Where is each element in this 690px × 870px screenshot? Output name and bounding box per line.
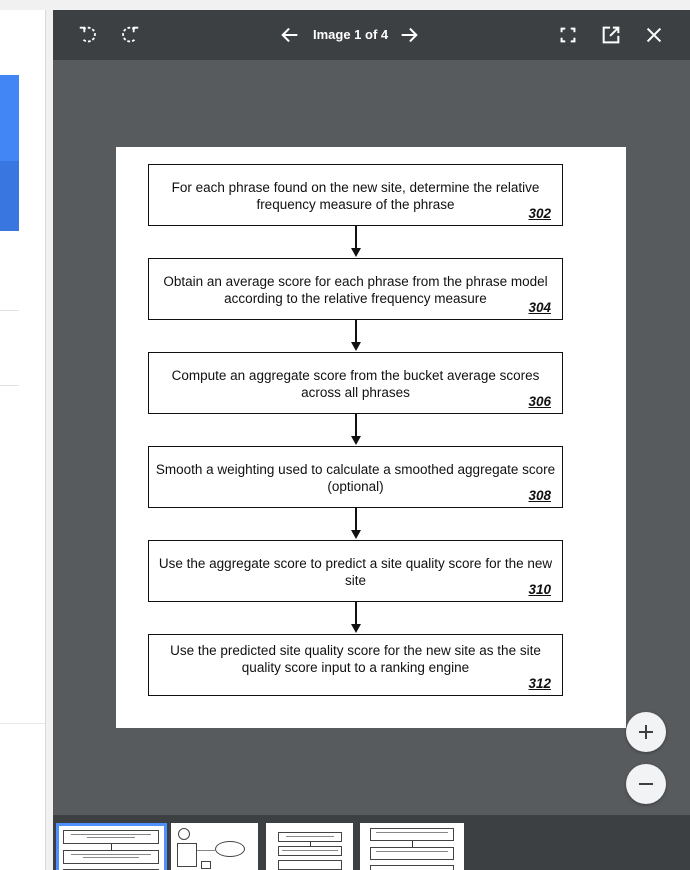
flow-arrowhead	[351, 624, 361, 633]
flow-step-text: Use the aggregate score to predict a site quality score for the new site	[158, 556, 553, 588]
thumb-shape	[71, 854, 151, 855]
background-highlight	[0, 75, 19, 161]
thumb-shape	[178, 828, 190, 840]
flow-step-text: Obtain an average score for each phrase from the phrase model according to the relative frequency measure	[163, 274, 548, 306]
flow-arrowhead	[351, 530, 361, 539]
background-highlight-active	[0, 161, 19, 231]
thumb-shape	[286, 836, 334, 837]
next-image-button[interactable]	[397, 23, 421, 47]
thumb-shape	[282, 850, 338, 851]
arrow-right-icon	[398, 24, 420, 46]
flow-step-ref: 310	[528, 582, 551, 597]
flow-arrow	[355, 508, 357, 530]
thumb-shape	[197, 850, 215, 851]
thumb-shape	[370, 828, 454, 841]
thumb-shape	[201, 861, 211, 869]
thumb-shape	[215, 841, 245, 857]
flow-arrow	[355, 414, 357, 436]
thumb-shape	[370, 865, 454, 870]
flow-arrowhead	[351, 342, 361, 351]
thumb-shape	[83, 857, 139, 858]
flow-arrow	[355, 602, 357, 624]
zoom-in-button[interactable]	[626, 712, 666, 752]
thumb-shape	[370, 847, 454, 860]
thumb-shape	[71, 834, 151, 835]
thumb-shape	[376, 832, 448, 833]
rotate-left-button[interactable]	[76, 23, 100, 47]
flow-step-ref: 308	[528, 488, 551, 503]
close-button[interactable]	[642, 23, 666, 47]
flow-arrowhead	[351, 248, 361, 257]
thumb-shape	[278, 846, 342, 856]
flow-step-306	[148, 352, 563, 414]
flow-arrow	[355, 226, 357, 248]
previous-image-button[interactable]	[278, 23, 302, 47]
arrow-left-icon	[279, 24, 301, 46]
flow-step-ref: 304	[528, 300, 551, 315]
rotate-left-icon	[77, 24, 99, 46]
thumb-shape	[376, 851, 448, 852]
flow-arrow	[355, 320, 357, 342]
open-in-new-button[interactable]	[599, 23, 623, 47]
rotate-right-button[interactable]	[118, 23, 142, 47]
flow-arrowhead	[351, 436, 361, 445]
flow-step-310	[148, 540, 563, 602]
thumbnail-1[interactable]	[56, 823, 167, 870]
close-icon	[643, 24, 665, 46]
minus-icon	[637, 775, 655, 793]
background-divider	[0, 723, 45, 724]
thumbnail-2[interactable]	[171, 823, 258, 870]
thumb-shape	[177, 843, 197, 867]
thumbnail-3[interactable]	[266, 823, 353, 870]
flow-step-ref: 312	[528, 676, 551, 691]
zoom-out-button[interactable]	[626, 764, 666, 804]
flow-step-ref: 302	[528, 206, 551, 221]
flow-step-text: Smooth a weighting used to calculate a smoothed aggregate score (optional)	[155, 462, 556, 494]
thumbnail-strip	[53, 815, 690, 870]
thumb-shape	[278, 832, 342, 842]
flow-step-ref: 306	[528, 394, 551, 409]
thumb-shape	[87, 837, 135, 838]
document-image	[116, 147, 626, 728]
viewer-toolbar	[53, 10, 690, 60]
fullscreen-icon	[557, 24, 579, 46]
flow-step-312	[148, 634, 563, 696]
background-divider	[0, 385, 19, 386]
rotate-right-icon	[119, 24, 141, 46]
plus-icon	[637, 723, 655, 741]
thumbnail-4[interactable]	[360, 823, 464, 870]
flow-step-302	[148, 164, 563, 226]
thumb-shape	[278, 860, 342, 870]
flow-step-304	[148, 258, 563, 320]
flow-step-text: Compute an aggregate score from the bucket average scores across all phrases	[171, 368, 540, 400]
flow-step-text: For each phrase found on the new site, determine the relative frequency measure of the phrase	[171, 180, 540, 212]
flow-step-text: Use the predicted site quality score for the new site as the site quality score input to a ranking engine	[170, 643, 541, 675]
background-divider	[0, 310, 19, 311]
image-viewer	[53, 10, 690, 870]
fullscreen-button[interactable]	[556, 23, 580, 47]
image-counter: Image 1 of 4	[313, 27, 389, 42]
open-in-new-icon	[600, 24, 622, 46]
flow-step-308	[148, 446, 563, 508]
